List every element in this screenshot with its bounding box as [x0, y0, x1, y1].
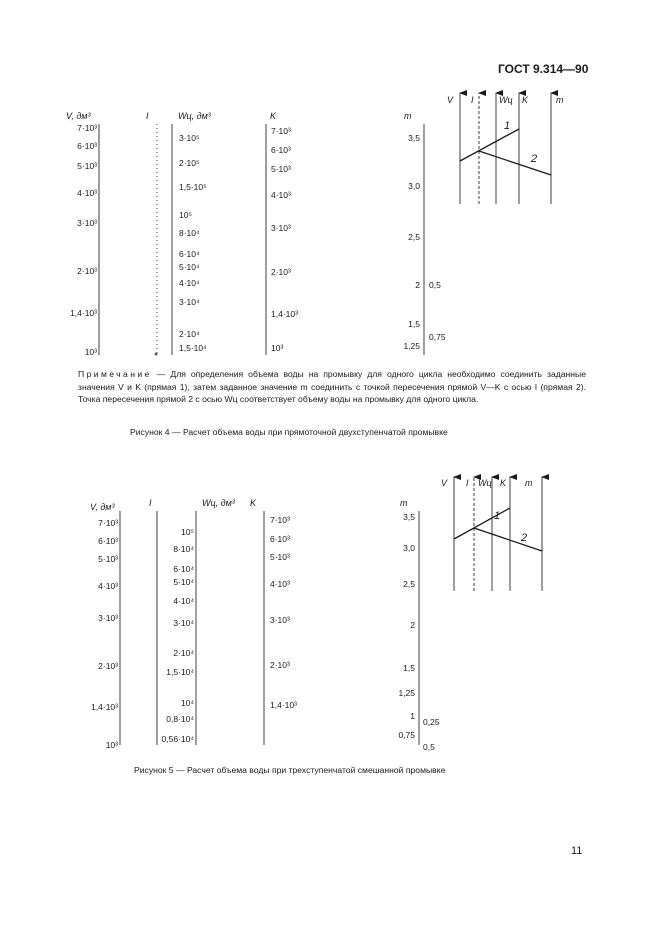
k-tick: 3·10³ — [271, 223, 291, 233]
w-tick: 1,5·10⁵ — [179, 182, 207, 192]
figure-5-inset — [441, 477, 542, 591]
inset-label: I — [471, 95, 474, 105]
v-axis-label-5: V, дм³ — [90, 502, 115, 512]
m-tick: 2,5 — [408, 232, 420, 242]
inset-line-2 — [474, 528, 542, 551]
figure-4-inset — [447, 93, 564, 204]
w-axis-label: Wц, дм³ — [178, 111, 211, 121]
v-tick: 2·10³ — [98, 661, 118, 671]
m-tick-right: 0,75 — [429, 332, 446, 342]
i-axis-point — [155, 353, 158, 356]
k-axis-label-5: K — [250, 498, 257, 508]
v-tick: 5·10³ — [77, 161, 97, 171]
w-tick: 2·10⁴ — [173, 648, 194, 658]
k-tick: 10³ — [271, 343, 284, 353]
m-tick: 0,75 — [398, 730, 415, 740]
w-axis-ticks — [179, 133, 207, 353]
k-axis-label: K — [270, 111, 277, 121]
v-tick: 6·10³ — [98, 536, 118, 546]
i-axis-label-5: I — [149, 498, 152, 508]
k-tick: 4·10³ — [270, 579, 290, 589]
v-tick: 6·10³ — [77, 141, 97, 151]
w-tick: 5·10⁴ — [179, 262, 200, 272]
k-tick: 4·10³ — [271, 190, 291, 200]
w-tick: 2·10⁵ — [179, 158, 200, 168]
note-prefix: Примечание — [78, 369, 152, 379]
w-tick: 0,56·10⁴ — [161, 734, 194, 744]
w-axis-label-5: Wц, дм³ — [202, 498, 235, 508]
w-tick: 4·10⁴ — [173, 596, 194, 606]
m-axis-ticks — [403, 133, 445, 351]
m-tick: 3,0 — [408, 181, 420, 191]
m-tick: 2 — [415, 280, 420, 290]
k-tick: 7·10³ — [270, 515, 290, 525]
v-axis-label: V, дм³ — [66, 111, 91, 121]
w-tick: 0,8·10⁴ — [166, 714, 194, 724]
inset-label: Wц — [478, 478, 492, 488]
k-tick: 5·10³ — [271, 164, 291, 174]
k-axis-ticks-5 — [270, 515, 297, 710]
m-tick: 1,5 — [403, 663, 415, 673]
m-tick: 1,25 — [398, 688, 415, 698]
w-tick: 4·10⁴ — [179, 278, 200, 288]
m-tick: 2,5 — [403, 579, 415, 589]
w-tick: 8·10⁴ — [179, 228, 200, 238]
m-tick: 1,25 — [403, 341, 420, 351]
v-tick: 4·10³ — [77, 188, 97, 198]
v-tick: 5·10³ — [98, 554, 118, 564]
k-tick: 1,4·10³ — [271, 309, 298, 319]
inset-line-2 — [479, 151, 551, 175]
m-tick: 1 — [410, 711, 415, 721]
k-tick: 6·10³ — [270, 534, 290, 544]
k-tick: 5·10³ — [270, 552, 290, 562]
k-axis-ticks — [271, 126, 298, 353]
standard-number: ГОСТ 9.314—90 — [498, 62, 589, 76]
inset-line-1 — [460, 129, 519, 161]
v-tick: 10³ — [105, 740, 118, 750]
page-number: 11 — [571, 845, 583, 857]
m-tick-right: 0,25 — [423, 717, 440, 727]
inset-label: K — [500, 478, 507, 488]
w-tick: 2·10⁴ — [179, 329, 200, 339]
m-tick: 3,5 — [403, 512, 415, 522]
m-tick: 3,0 — [403, 543, 415, 553]
inset-line-1-label: 1 — [494, 510, 501, 522]
inset-label: V — [447, 95, 454, 105]
figure-4-note — [78, 368, 586, 406]
w-tick: 10⁴ — [180, 698, 194, 708]
inset-line-2-label: 2 — [521, 532, 528, 544]
inset-label: I — [466, 478, 469, 488]
m-tick: 2 — [410, 620, 415, 630]
w-axis-ticks-5 — [162, 527, 195, 744]
i-axis-label: I — [146, 111, 149, 121]
w-tick: 6·10⁴ — [179, 249, 200, 259]
v-axis-ticks — [70, 123, 97, 357]
w-tick: 3·10⁵ — [179, 133, 200, 143]
inset-label: V — [441, 478, 448, 488]
w-tick: 10⁵ — [181, 527, 194, 537]
w-tick: 10⁵ — [179, 210, 192, 220]
m-axis-label: m — [404, 111, 412, 121]
v-tick: 1,4·10³ — [91, 702, 118, 712]
m-tick-right: 0,5 — [429, 280, 441, 290]
w-tick: 3·10⁴ — [179, 297, 200, 307]
w-tick: 3·10⁴ — [173, 618, 194, 628]
v-tick: 3·10³ — [98, 613, 118, 623]
inset-line-2-label: 2 — [531, 153, 538, 165]
inset-label: K — [522, 95, 529, 105]
v-tick: 1,4·10³ — [70, 308, 97, 318]
k-tick: 2·10³ — [270, 660, 290, 670]
w-tick: 5·10⁴ — [173, 577, 194, 587]
figure-5-caption: Рисунок 5 — Расчет объема воды при трехступенчатой смешанной промывке — [134, 765, 446, 775]
k-tick: 1,4·10³ — [270, 700, 297, 710]
figure-4-caption: Рисунок 4 — Расчет объема воды при прямоточной двухступенчатой промывке — [130, 427, 448, 437]
v-tick: 4·10³ — [98, 581, 118, 591]
v-axis-ticks-5 — [91, 518, 118, 750]
w-tick: 1,5·10⁴ — [166, 667, 194, 677]
v-tick: 7·10³ — [77, 123, 97, 133]
v-tick: 10³ — [84, 347, 97, 357]
v-tick: 3·10³ — [77, 218, 97, 228]
k-tick: 3·10³ — [270, 615, 290, 625]
m-tick-right: 0,5 — [423, 742, 435, 752]
w-tick: 1,5·10⁴ — [179, 343, 207, 353]
k-tick: 6·10³ — [271, 145, 291, 155]
k-tick: 2·10³ — [271, 267, 291, 277]
m-axis-label-5: m — [400, 498, 408, 508]
v-tick: 2·10³ — [77, 266, 97, 276]
inset-label: m — [556, 95, 564, 105]
v-tick: 7·10³ — [98, 518, 118, 528]
w-tick: 8·10⁴ — [173, 544, 194, 554]
inset-label: m — [525, 478, 533, 488]
m-tick: 3,5 — [408, 133, 420, 143]
note-text: — Для определения объема воды на промывку для одного цикла необходимо соединить заданные значения V и K (прямая 1), затем заданное значение m соединить с точкой пересечения прямой V—K с осью I (прямая 2). Точка пересечения прямой 2 с осью Wц соответствует объему воды на промывку для одного цикла. — [78, 369, 586, 404]
m-tick: 1,5 — [408, 319, 420, 329]
k-tick: 7·10³ — [271, 126, 291, 136]
inset-line-1 — [454, 508, 510, 539]
inset-label: Wц — [499, 95, 513, 105]
w-tick: 6·10⁴ — [173, 564, 194, 574]
inset-line-1-label: 1 — [504, 120, 511, 132]
